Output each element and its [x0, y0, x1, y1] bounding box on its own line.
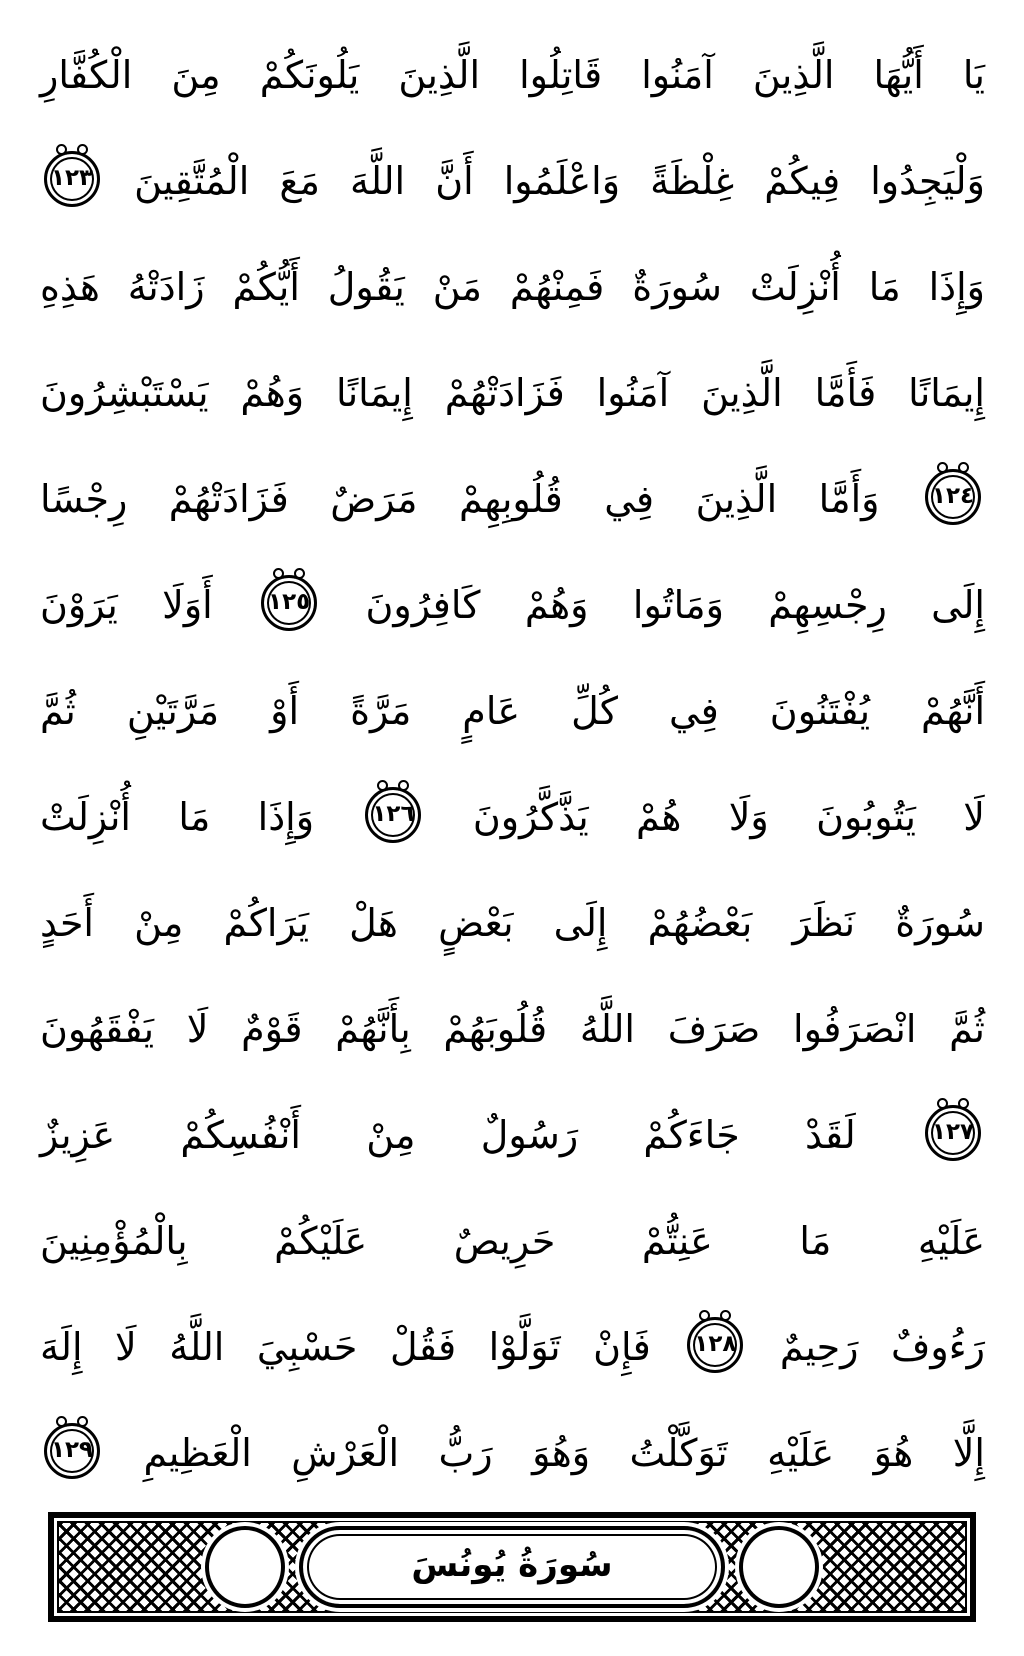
- verse-text: أَنَّهُمْ يُفْتَنُونَ فِي كُلِّ عَامٍ مَرَّةً أَوْ مَرَّتَيْنِ ثُمَّ: [40, 689, 985, 733]
- verse-text: وَلْيَجِدُوا فِيكُمْ غِلْظَةً وَاعْلَمُوا أَنَّ اللَّهَ مَعَ الْمُتَّقِينَ: [134, 159, 985, 203]
- quran-line: [40, 552, 985, 658]
- verse-text: ثُمَّ انْصَرَفُوا صَرَفَ اللَّهُ قُلُوبَهُمْ بِأَنَّهُمْ قَوْمٌ لَا يَفْقَهُونَ: [40, 1007, 985, 1051]
- verse-text: إِلَّا هُوَ عَلَيْهِ تَوَكَّلْتُ وَهُوَ رَبُّ الْعَرْشِ الْعَظِيمِ: [143, 1431, 985, 1475]
- quran-line: [40, 234, 985, 340]
- verse-text: وَإِذَا مَا أُنْزِلَتْ: [40, 795, 315, 839]
- ayah-number: ١٢٥: [268, 589, 311, 615]
- ayah-number: ١٢٧: [931, 1119, 975, 1145]
- verse-text: فَإِنْ تَوَلَّوْا فَقُلْ حَسْبِيَ اللَّهُ لَا إِلَهَ: [40, 1325, 651, 1369]
- quran-line: [40, 976, 985, 1082]
- quran-line: [40, 22, 985, 128]
- verse-text: يَا أَيُّهَا الَّذِينَ آمَنُوا قَاتِلُوا الَّذِينَ يَلُونَكُمْ مِنَ الْكُفَّارِ: [40, 53, 985, 97]
- verse-text: سُورَةٌ نَظَرَ بَعْضُهُمْ إِلَى بَعْضٍ هَلْ يَرَاكُمْ مِنْ أَحَدٍ: [40, 901, 985, 945]
- verse-text: وَإِذَا مَا أُنْزِلَتْ سُورَةٌ فَمِنْهُمْ مَنْ يَقُولُ أَيُّكُمْ زَادَتْهُ هَذِهِ: [40, 265, 985, 309]
- quran-line: [40, 1082, 985, 1188]
- quran-line: [40, 870, 985, 976]
- ayah-end-marker: [365, 787, 421, 843]
- verse-text: إِلَى رِجْسِهِمْ وَمَاتُوا وَهُمْ كَافِرُونَ: [365, 583, 985, 627]
- ayah-number: ١٢٨: [694, 1331, 737, 1357]
- ayah-end-marker: [687, 1317, 743, 1373]
- left-medallion-ornament: [209, 1530, 281, 1604]
- right-medallion-ornament: [743, 1530, 815, 1604]
- surah-title-frame: [48, 1512, 976, 1622]
- ayah-end-marker: [44, 151, 100, 207]
- quran-line: [40, 764, 985, 870]
- quran-line: [40, 1294, 985, 1400]
- ayah-number: ١٢٩: [50, 1437, 94, 1463]
- verse-lines: [40, 22, 985, 1506]
- verse-text: وَأَمَّا الَّذِينَ فِي قُلُوبِهِمْ مَرَضٌ فَزَادَتْهُمْ رِجْسًا: [40, 477, 880, 521]
- ayah-end-marker: [925, 1105, 981, 1161]
- verse-text: لَقَدْ جَاءَكُمْ رَسُولٌ مِنْ أَنْفُسِكُمْ عَزِيزٌ: [40, 1113, 856, 1157]
- verse-text: رَءُوفٌ رَحِيمٌ: [779, 1325, 986, 1369]
- surah-title-cartouche: [299, 1526, 725, 1608]
- quran-line: [40, 446, 985, 552]
- quran-line: [40, 658, 985, 764]
- frame-ornament-band: [57, 1521, 967, 1613]
- ayah-end-marker: [261, 575, 317, 631]
- quran-line: [40, 128, 985, 234]
- verse-text: أَوَلَا يَرَوْنَ: [40, 583, 213, 627]
- quran-line: [40, 340, 985, 446]
- verse-text: عَلَيْهِ مَا عَنِتُّمْ حَرِيصٌ عَلَيْكُمْ بِالْمُؤْمِنِينَ: [40, 1219, 985, 1263]
- ayah-number: ١٢٣: [50, 165, 94, 191]
- verse-text: إِيمَانًا فَأَمَّا الَّذِينَ آمَنُوا فَزَادَتْهُمْ إِيمَانًا وَهُمْ يَسْتَبْشِرُونَ: [40, 371, 985, 415]
- ayah-end-marker: [925, 469, 981, 525]
- ayah-number: ١٢٦: [372, 801, 415, 827]
- ayah-number: ١٢٤: [931, 483, 975, 509]
- verse-text: لَا يَتُوبُونَ وَلَا هُمْ يَذَّكَّرُونَ: [472, 795, 985, 839]
- surah-title: سُورَةُ يُونُسَ: [411, 1545, 613, 1585]
- ayah-end-marker: [44, 1423, 100, 1479]
- quran-line: [40, 1188, 985, 1294]
- quran-line: [40, 1400, 985, 1506]
